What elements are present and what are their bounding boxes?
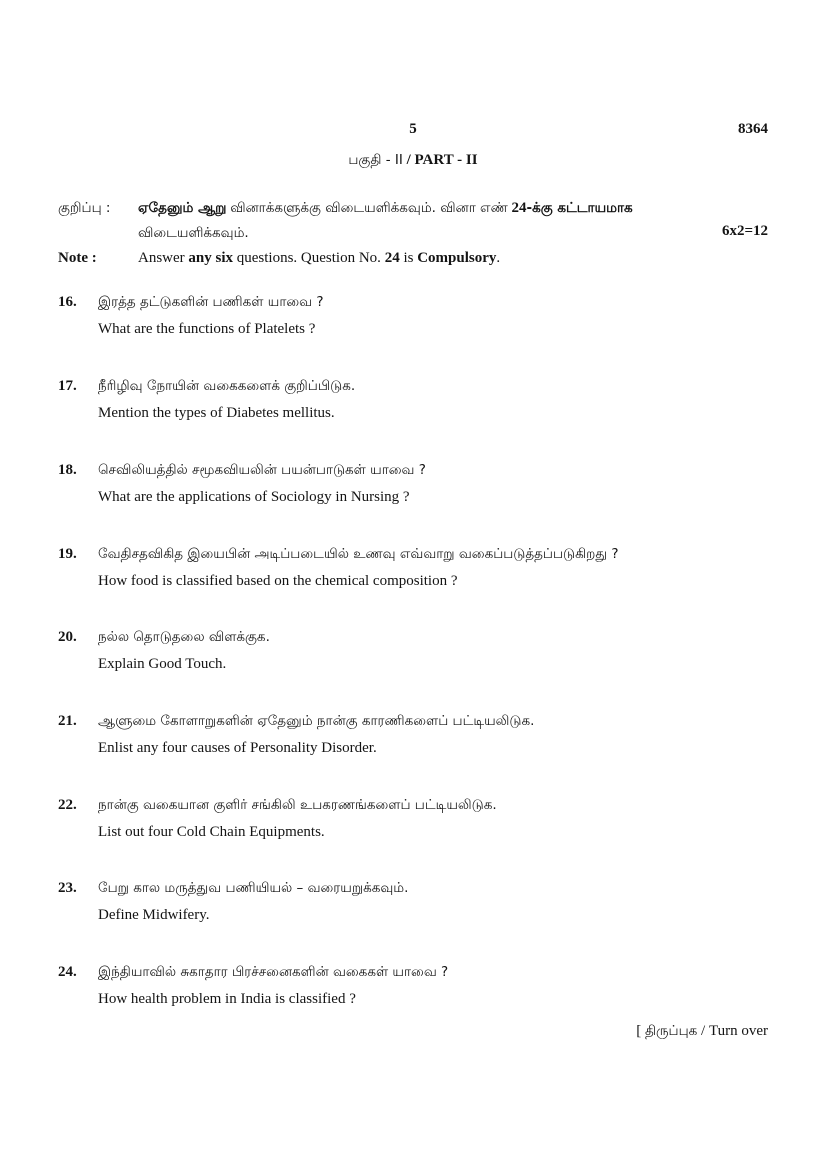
instructions-tamil-line1 — [58, 200, 633, 218]
question-tamil: பேறு கால மருத்துவ பணியியல் – வரையறுக்கவும். — [98, 880, 409, 896]
instructions-tamil-line2 — [138, 225, 249, 243]
question-english: How food is classified based on the chemical composition ? — [98, 573, 458, 589]
instructions-tamil-text: வினாக்களுக்கு விடையளிக்கவும். வினா எண் — [230, 200, 508, 216]
question-tamil: செவிலியத்தில் சமூகவியலின் பயன்பாடுகள் யாவை ? — [98, 462, 426, 478]
question-number: 22. — [58, 797, 77, 813]
turn-over-english: / Turn over — [701, 1023, 768, 1039]
instructions-english — [58, 250, 500, 267]
question-english: Enlist any four causes of Personality Disorder. — [98, 740, 377, 756]
note-text-1: Answer — [138, 250, 185, 266]
note-compulsory: Compulsory — [417, 250, 497, 266]
note-text-2: questions. Question No. — [236, 250, 381, 266]
question-english: What are the functions of Platelets ? — [98, 321, 316, 337]
question-number: 24. — [58, 964, 77, 980]
question-tamil: இரத்த தட்டுகளின் பணிகள் யாவை ? — [98, 294, 324, 310]
question-english: Mention the types of Diabetes mellitus. — [98, 405, 335, 421]
question-number: 21. — [58, 713, 77, 729]
question-english: Define Midwifery. — [98, 907, 210, 923]
question-tamil: நீரிழிவு நோயின் வகைகளைக் குறிப்பிடுக. — [98, 378, 356, 394]
part-heading — [0, 152, 826, 170]
paper-code: 8364 — [738, 121, 768, 137]
question-number: 16. — [58, 294, 77, 310]
question-number: 20. — [58, 629, 77, 645]
compulsory-question-number: 24 — [511, 200, 527, 216]
any-six-tamil: ஏதேனும் ஆறு — [138, 200, 227, 216]
turn-over-tamil: திருப்புக — [644, 1023, 698, 1039]
question-english: How health problem in India is classified ? — [98, 991, 356, 1007]
question-tamil: ஆளுமை கோளாறுகளின் ஏதேனும் நான்கு காரணிகளைப் பட்டியலிடுக. — [98, 713, 535, 729]
question-english: List out four Cold Chain Equipments. — [98, 824, 325, 840]
note-text-4: . — [496, 250, 501, 266]
question-english: Explain Good Touch. — [98, 656, 227, 672]
question-number: 17. — [58, 378, 77, 394]
part-heading-tamil: பகுதி - II — [348, 152, 403, 168]
question-number: 18. — [58, 462, 77, 478]
question-tamil: நல்ல தொடுதலை விளக்குக. — [98, 629, 270, 645]
question-number: 23. — [58, 880, 77, 896]
question-tamil: இந்தியாவில் சுகாதார பிரச்சனைகளின் வகைகள் யாவை ? — [98, 964, 449, 980]
page-number: 5 — [409, 121, 417, 137]
note-text-3: is — [403, 250, 414, 266]
marks-allocation: 6x2=12 — [721, 223, 768, 239]
note-label-english: Note : — [58, 250, 97, 266]
turn-over-bracket: [ — [636, 1023, 642, 1039]
note-label-tamil: குறிப்பு : — [58, 200, 111, 216]
note-any-six: any six — [188, 250, 234, 266]
turn-over — [636, 1023, 768, 1041]
part-heading-english: / PART - II — [406, 152, 478, 168]
question-english: What are the applications of Sociology in Nursing ? — [98, 489, 410, 505]
question-number: 19. — [58, 546, 77, 562]
question-tamil: நான்கு வகையான குளிர் சங்கிலி உபகரணங்களைப் பட்டியலிடுக. — [98, 797, 497, 813]
question-tamil: வேதிசதவிகித இயைபின் அடிப்படையில் உணவு எவ்வாறு வகைப்படுத்தப்படுகிறது ? — [98, 546, 619, 562]
instructions-tamil-line2-text: விடையளிக்கவும். — [138, 225, 249, 241]
compulsory-tamil: -க்கு கட்டாயமாக — [526, 200, 633, 216]
note-question-number: 24 — [384, 250, 400, 266]
